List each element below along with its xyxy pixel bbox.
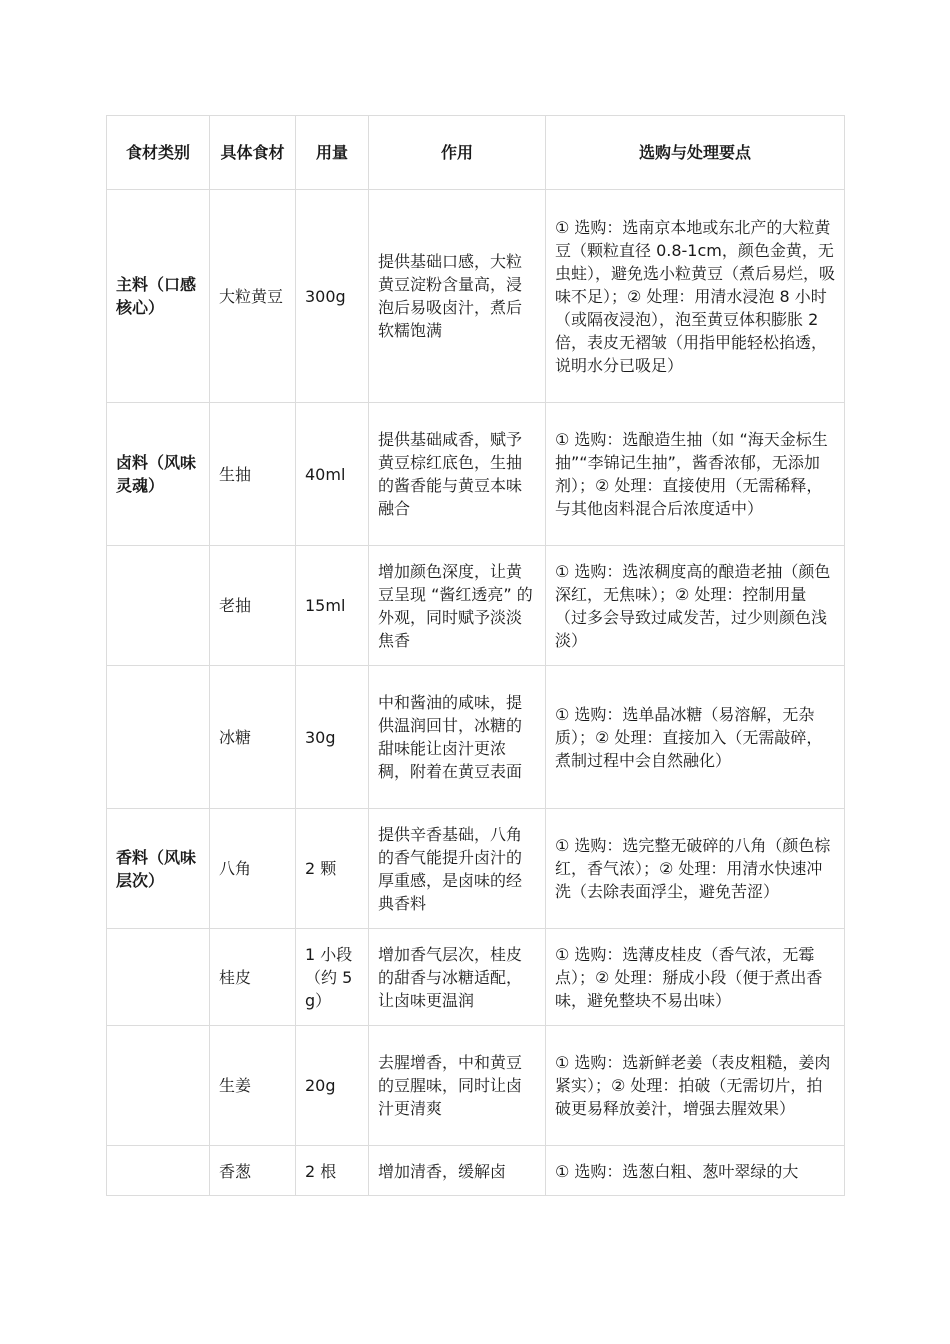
cell-role: 去腥增香，中和黄豆的豆腥味，同时让卤汁更清爽 xyxy=(369,1026,546,1146)
ingredients-table xyxy=(106,115,845,1196)
cell-amount: 15ml xyxy=(296,546,369,666)
cell-category xyxy=(107,546,210,666)
header-role: 作用 xyxy=(369,116,546,190)
table-row xyxy=(107,190,845,403)
cell-category xyxy=(107,1146,210,1196)
cell-amount: 20g xyxy=(296,1026,369,1146)
table-row xyxy=(107,929,845,1026)
cell-ingredient: 香葱 xyxy=(210,1146,296,1196)
cell-amount: 2 颗 xyxy=(296,809,369,929)
cell-tips: ① 选购：选南京本地或东北产的大粒黄豆（颗粒直径 0.8-1cm，颜色金黄，无虫蛀），避免选小粒黄豆（煮后易烂，吸味不足）；② 处理：用清水浸泡 8 小时（或隔夜浸泡），泡至黄豆体积膨胀 2 倍，表皮无褶皱（用指甲能轻松掐透，说明水分已吸足） xyxy=(546,190,845,403)
header-amount: 用量 xyxy=(296,116,369,190)
table-row xyxy=(107,666,845,809)
cell-ingredient: 老抽 xyxy=(210,546,296,666)
cell-category xyxy=(107,666,210,809)
cell-amount: 300g xyxy=(296,190,369,403)
cell-amount: 2 根 xyxy=(296,1146,369,1196)
cell-ingredient: 八角 xyxy=(210,809,296,929)
cell-amount: 40ml xyxy=(296,403,369,546)
cell-category: 主料（口感核心） xyxy=(107,190,210,403)
cell-role: 增加颜色深度，让黄豆呈现 “酱红透亮” 的外观，同时赋予淡淡焦香 xyxy=(369,546,546,666)
cell-category: 香料（风味层次） xyxy=(107,809,210,929)
cell-amount: 30g xyxy=(296,666,369,809)
cell-role: 提供辛香基础，八角的香气能提升卤汁的厚重感，是卤味的经典香料 xyxy=(369,809,546,929)
header-category: 食材类别 xyxy=(107,116,210,190)
cell-tips: ① 选购：选完整无破碎的八角（颜色棕红，香气浓）；② 处理：用清水快速冲洗（去除表面浮尘，避免苦涩） xyxy=(546,809,845,929)
cell-category: 卤料（风味灵魂） xyxy=(107,403,210,546)
cell-role: 中和酱油的咸味，提供温润回甘，冰糖的甜味能让卤汁更浓稠，附着在黄豆表面 xyxy=(369,666,546,809)
header-ingredient: 具体食材 xyxy=(210,116,296,190)
cell-ingredient: 冰糖 xyxy=(210,666,296,809)
cell-role: 增加香气层次，桂皮的甜香与冰糖适配，让卤味更温润 xyxy=(369,929,546,1026)
table-row xyxy=(107,1146,845,1196)
cell-ingredient: 生抽 xyxy=(210,403,296,546)
cell-ingredient: 桂皮 xyxy=(210,929,296,1026)
cell-tips: ① 选购：选薄皮桂皮（香气浓，无霉点）；② 处理：掰成小段（便于煮出香味，避免整块不易出味） xyxy=(546,929,845,1026)
cell-tips: ① 选购：选新鲜老姜（表皮粗糙，姜肉紧实）；② 处理：拍破（无需切片，拍破更易释放姜汁，增强去腥效果） xyxy=(546,1026,845,1146)
cell-role: 提供基础口感，大粒黄豆淀粉含量高，浸泡后易吸卤汁，煮后软糯饱满 xyxy=(369,190,546,403)
table-row xyxy=(107,403,845,546)
table-row xyxy=(107,1026,845,1146)
cell-tips: ① 选购：选葱白粗、葱叶翠绿的大 xyxy=(546,1146,845,1196)
cell-role: 增加清香，缓解卤 xyxy=(369,1146,546,1196)
cell-role: 提供基础咸香，赋予黄豆棕红底色，生抽的酱香能与黄豆本味融合 xyxy=(369,403,546,546)
cell-ingredient: 生姜 xyxy=(210,1026,296,1146)
cell-category xyxy=(107,1026,210,1146)
table-header-row xyxy=(107,116,845,190)
cell-tips: ① 选购：选浓稠度高的酿造老抽（颜色深红，无焦味）；② 处理：控制用量（过多会导致过咸发苦，过少则颜色浅淡） xyxy=(546,546,845,666)
cell-amount: 1 小段（约 5g） xyxy=(296,929,369,1026)
cell-tips: ① 选购：选酿造生抽（如 “海天金标生抽”“李锦记生抽”，酱香浓郁，无添加剂）；② 处理：直接使用（无需稀释，与其他卤料混合后浓度适中） xyxy=(546,403,845,546)
table-row xyxy=(107,809,845,929)
table-row xyxy=(107,546,845,666)
cell-tips: ① 选购：选单晶冰糖（易溶解，无杂质）；② 处理：直接加入（无需敲碎，煮制过程中会自然融化） xyxy=(546,666,845,809)
cell-ingredient: 大粒黄豆 xyxy=(210,190,296,403)
header-tips: 选购与处理要点 xyxy=(546,116,845,190)
cell-category xyxy=(107,929,210,1026)
